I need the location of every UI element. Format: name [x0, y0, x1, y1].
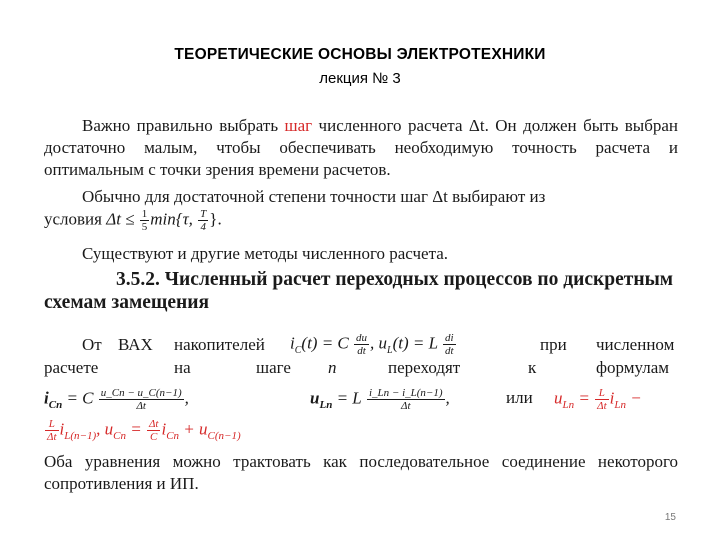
word-ili: или: [506, 388, 533, 407]
alt1-rest-sub: Ln: [614, 398, 626, 411]
word-chisl: численном: [596, 335, 675, 354]
para1-after: численного расчета Δt. Он должен быть выбран достаточно малым, чтобы обеспечивать необходимую точность расчета и оптимальным с точки зрения времени расчетов.: [44, 116, 678, 179]
alt1-rest: i: [609, 388, 615, 408]
alt2-i: i: [59, 419, 65, 439]
alt2-den: Δt: [47, 431, 57, 443]
formula-ic-ul: $i_C(t) = C$ $\frac{du}{dt}$ , $u_L(t) = L$ $\frac{di}{dt}$: [290, 332, 454, 357]
frac-dil-den: dt: [445, 345, 454, 357]
alt1-fraction: [595, 387, 609, 412]
alt2-i-sub: L(n−1): [64, 429, 97, 442]
ic-i: i: [290, 333, 295, 353]
section-heading: 3.5.2. Численный расчет переходных процессов по дискретным схемам замещения: [44, 269, 674, 313]
eq1-num: u_Cn − u_C(n−1): [100, 387, 182, 399]
alt1-sub: Ln: [562, 398, 575, 411]
condition-prefix: условия: [44, 209, 102, 229]
condition-formula: [44, 208, 222, 233]
eq-alt-uln: [554, 387, 642, 416]
word-n: n: [328, 358, 337, 377]
word-pri: при: [540, 335, 567, 354]
frac1-den: 5: [141, 221, 148, 233]
word-shage: шаге: [256, 358, 291, 377]
word-na: на: [174, 358, 191, 377]
frac-dil-num: di: [445, 332, 454, 344]
paragraph-other-methods: Существуют и другие методы численного расчета.: [82, 244, 449, 263]
eq1-fraction: [99, 387, 184, 412]
highlight-word: шаг: [284, 116, 313, 135]
eq2-num: i_Ln − i_L(n−1): [369, 387, 443, 399]
alt2-tail-sub: Cn: [166, 429, 180, 442]
eq-uln: [310, 387, 450, 416]
alt2-plus-sub: C(n−1): [207, 429, 241, 442]
paragraph-conclusion: Оба уравнения можно трактовать как последовательное соединение некоторого сопротивления и ИП.: [44, 452, 678, 493]
alt2-eq: =: [130, 419, 142, 439]
eq1-den: Δt: [136, 400, 146, 412]
row-1: [44, 334, 680, 358]
word-vah: ВАХ: [118, 335, 153, 354]
word-perehodyat: переходят: [388, 358, 461, 377]
word-raschete: расчете: [44, 358, 99, 377]
frac1-num: 1: [141, 208, 148, 220]
paragraph-accuracy: [44, 186, 678, 233]
word-formulam: формулам: [596, 358, 670, 377]
alt2-plus: + u: [183, 419, 208, 439]
para2-line1: Обычно для достаточной степени точности шаг Δt выбирают из: [82, 187, 546, 206]
eq-icn: [44, 387, 189, 416]
paragraph-step-choice: [44, 115, 678, 181]
row-4: [44, 416, 680, 448]
page-title: ТЕОРЕТИЧЕСКИЕ ОСНОВЫ ЭЛЕКТРОТЕХНИКИ: [174, 46, 546, 63]
fraction-T-quarter: [198, 208, 208, 233]
condition-close: }.: [209, 209, 222, 229]
frac-duc-den: dt: [357, 345, 366, 357]
alt2-sep: , u: [96, 419, 114, 439]
para1-before: Важно правильно выбрать: [82, 116, 285, 135]
word-ot: От: [82, 335, 102, 354]
ul-rest: (t) = L: [392, 333, 438, 353]
eq2-eq: = L: [336, 388, 362, 408]
min-text: min{τ,: [150, 209, 193, 229]
alt1-lhs: u: [554, 388, 563, 408]
lecture-subtitle: лекция № 3: [319, 70, 401, 87]
alt1-eq: =: [578, 388, 590, 408]
eq-alt-continued: [44, 418, 241, 447]
alt2-fraction: [45, 418, 59, 443]
eq1-tail: ,: [184, 388, 189, 408]
word-k: к: [528, 358, 537, 377]
page-number: 15: [664, 512, 676, 523]
alt2-num: L: [45, 418, 59, 431]
alt2-sub: Cn: [113, 429, 126, 442]
row-2: [44, 357, 680, 379]
frac-duc-num: du: [356, 332, 368, 344]
eq1-sub: Cn: [48, 398, 63, 411]
alt1-num: L: [595, 387, 609, 400]
eq2-sub: Ln: [319, 398, 333, 411]
alt1-den: Δt: [597, 400, 607, 412]
frac2-num: T: [200, 208, 207, 220]
alt2-fr-den: C: [150, 431, 158, 443]
eq2-fraction: [367, 387, 445, 412]
fraction-one-fifth: [140, 208, 150, 233]
eq2-den: Δt: [401, 400, 411, 412]
alt2-fr-num: Δt: [148, 418, 159, 430]
ul-u: , u: [370, 333, 388, 353]
frac-dil-dt: [443, 332, 456, 357]
eq2-lhs: u: [310, 388, 320, 408]
eq2-tail: ,: [445, 388, 450, 408]
eq1-eq: = C: [66, 388, 94, 408]
ic-rest: (t) = C: [301, 333, 349, 353]
frac-duc-dt: [354, 332, 369, 357]
alt1-minus: −: [630, 388, 642, 408]
alt2-tail: i: [161, 419, 167, 439]
alt2-fraction-dtC: [147, 418, 161, 443]
condition-lhs: Δt ≤: [106, 209, 135, 229]
eq1-lhs: i: [44, 388, 49, 408]
word-nakop: накопителей: [174, 335, 265, 354]
frac2-den: 4: [200, 221, 206, 233]
row-3: [44, 383, 680, 417]
